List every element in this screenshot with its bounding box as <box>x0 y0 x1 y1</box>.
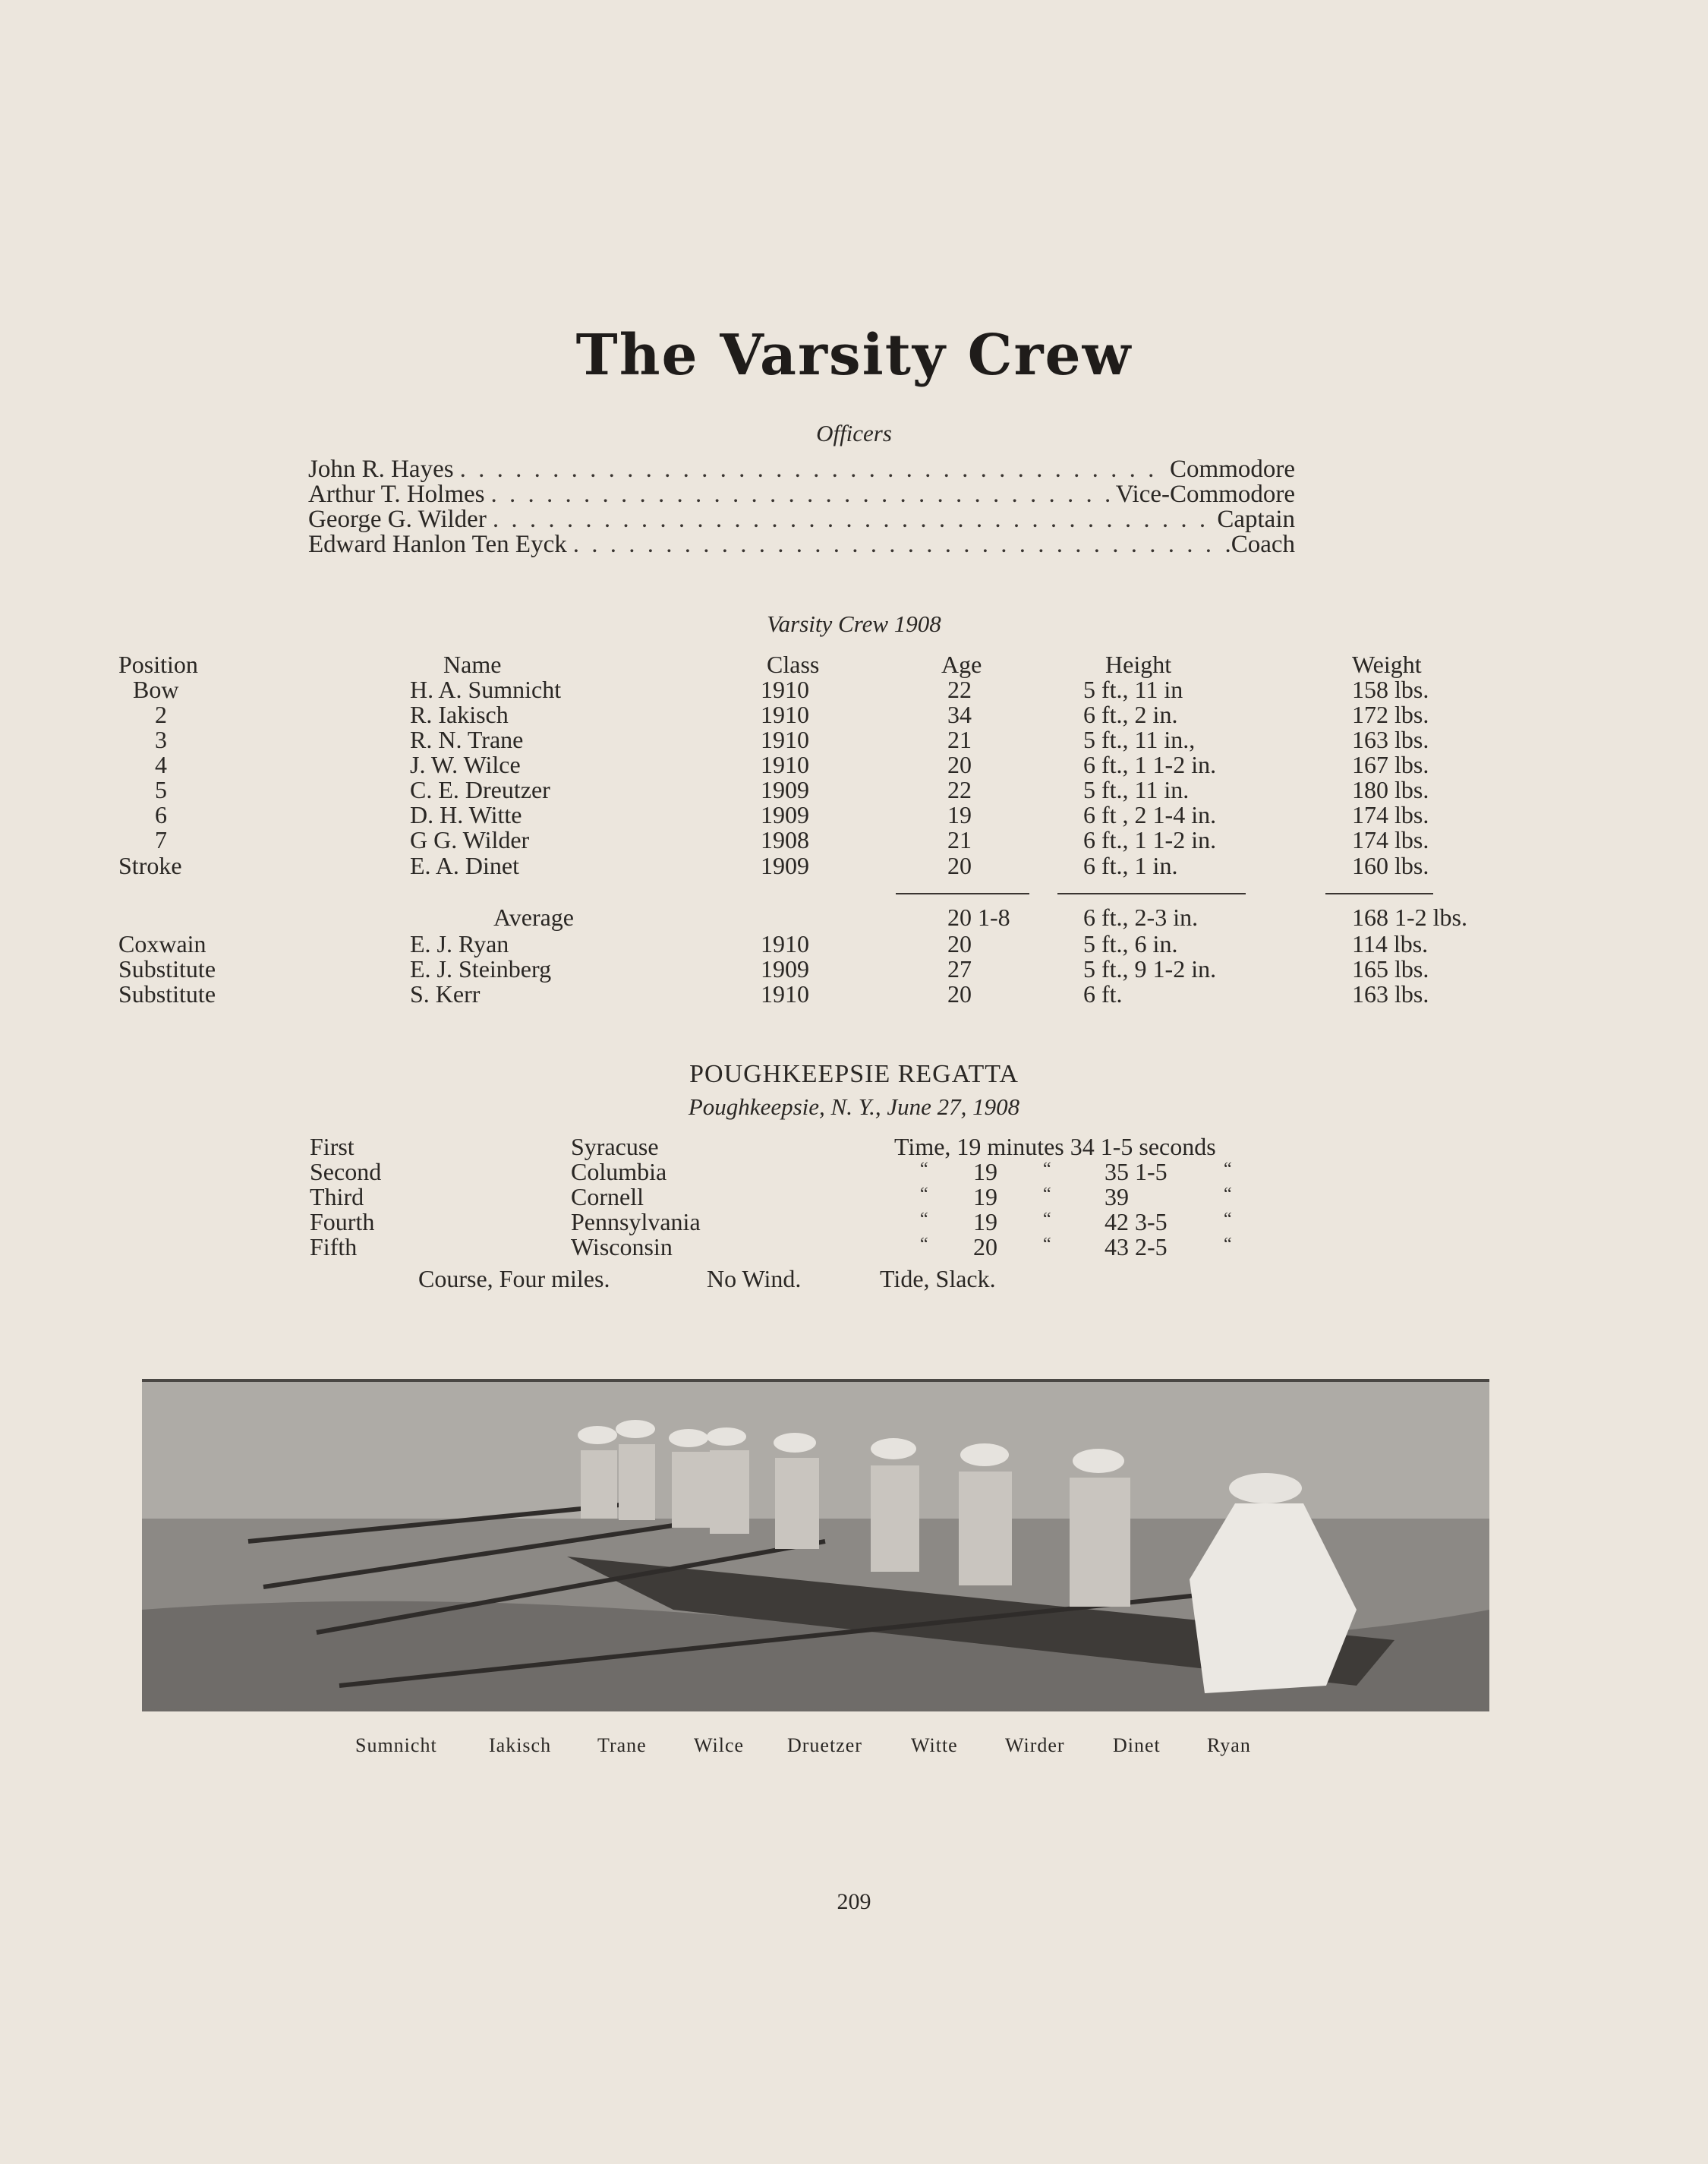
cell-height: 5 ft., 11 in. <box>1083 776 1190 803</box>
cell-weight: 160 lbs. <box>1352 852 1429 879</box>
caption-name: Dinet <box>1113 1734 1161 1756</box>
cell-age: 19 <box>947 801 972 828</box>
cell-position: Stroke <box>118 852 182 879</box>
regatta-seconds: 39 <box>1105 1183 1129 1210</box>
cell-class: 1910 <box>761 676 809 703</box>
caption-name: Iakisch <box>489 1734 552 1756</box>
cell-age: 22 <box>947 776 972 803</box>
average-weight: 168 1-2 lbs. <box>1352 904 1467 931</box>
regatta-team: Cornell <box>571 1183 644 1210</box>
cell-height: 6 ft., 1 1-2 in. <box>1083 751 1217 778</box>
cell-weight: 163 lbs. <box>1352 980 1429 1008</box>
page-title: The Varsity Crew <box>575 323 1133 388</box>
cell-position: 2 <box>155 701 167 728</box>
leader-dots <box>493 506 1212 534</box>
caption-name: Druetzer <box>787 1734 862 1756</box>
officer-name: George G. Wilder <box>308 506 487 533</box>
cell-height: 5 ft., 11 in., <box>1083 726 1196 753</box>
cell-age: 20 <box>947 980 972 1008</box>
regatta-time: Time, 19 minutes 34 1-5 seconds <box>894 1133 1216 1160</box>
cell-height: 5 ft., 11 in <box>1083 676 1183 703</box>
col-header-height: Height <box>1105 651 1172 678</box>
cell-name: R. N. Trane <box>410 726 524 753</box>
cell-position: Bow <box>133 676 179 703</box>
table-row <box>0 852 1708 877</box>
average-height: 6 ft., 2-3 in. <box>1083 904 1199 931</box>
cell-class: 1908 <box>761 826 809 853</box>
ditto-mark: “ <box>920 1210 928 1229</box>
regatta-seconds: 42 3-5 <box>1105 1208 1168 1235</box>
cell-name: C. E. Dreutzer <box>410 776 550 803</box>
cell-name: H. A. Sumnicht <box>410 676 562 703</box>
table-row <box>0 776 1708 801</box>
cell-age: 21 <box>947 826 972 853</box>
ditto-mark: “ <box>1224 1159 1232 1179</box>
height-sum-rule <box>1057 893 1246 894</box>
cell-weight: 163 lbs. <box>1352 726 1429 753</box>
cell-age: 22 <box>947 676 972 703</box>
regatta-conditions <box>0 1265 1708 1290</box>
page-number: 209 <box>837 1889 871 1914</box>
photo-caption <box>0 1734 1708 1757</box>
col-header-weight: Weight <box>1352 651 1422 678</box>
caption-name: Wilce <box>694 1734 745 1756</box>
ditto-mark: “ <box>1043 1210 1051 1229</box>
col-header-class: Class <box>767 651 820 678</box>
age-sum-rule <box>896 893 1029 894</box>
cell-name: S. Kerr <box>410 980 481 1008</box>
cell-class: 1909 <box>761 801 809 828</box>
officer-role: Commodore <box>1170 456 1295 483</box>
cell-name: E. J. Ryan <box>410 930 509 957</box>
leader-dots <box>491 481 1110 509</box>
cell-weight: 167 lbs. <box>1352 751 1429 778</box>
regatta-place: Fourth <box>310 1208 375 1235</box>
regatta-heading: POUGHKEEPSIE REGATTA <box>689 1060 1019 1088</box>
caption-name: Wirder <box>1005 1734 1065 1756</box>
cell-weight: 165 lbs. <box>1352 955 1429 983</box>
ditto-mark: “ <box>920 1235 928 1254</box>
col-header-name: Name <box>443 651 502 678</box>
cell-position: 3 <box>155 726 167 753</box>
cell-class: 1910 <box>761 701 809 728</box>
leader-dots <box>460 456 1164 484</box>
cell-name: E. J. Steinberg <box>410 955 552 983</box>
table-row <box>0 930 1708 955</box>
caption-name: Trane <box>597 1734 647 1756</box>
cell-age: 34 <box>947 701 972 728</box>
officer-role: .Coach <box>1224 531 1295 558</box>
cell-height: 6 ft , 2 1-4 in. <box>1083 801 1217 828</box>
table-row <box>0 955 1708 983</box>
cell-class: 1910 <box>761 751 809 778</box>
regatta-row <box>0 1233 1708 1258</box>
cell-weight: 172 lbs. <box>1352 701 1429 728</box>
cell-weight: 174 lbs. <box>1352 801 1429 828</box>
cell-height: 5 ft., 6 in. <box>1083 930 1178 957</box>
cell-weight: 114 lbs. <box>1352 930 1429 957</box>
condition-tide: Tide, Slack. <box>880 1265 996 1292</box>
cell-position: 6 <box>155 801 167 828</box>
table-row <box>0 801 1708 826</box>
cell-height: 5 ft., 9 1-2 in. <box>1083 955 1217 983</box>
table-row <box>0 751 1708 776</box>
table-row <box>0 701 1708 726</box>
condition-wind: No Wind. <box>707 1265 802 1292</box>
regatta-team: Pennsylvania <box>571 1208 701 1235</box>
average-age: 20 1-8 <box>947 904 1010 931</box>
col-header-age: Age <box>941 651 982 678</box>
cell-class: 1909 <box>761 955 809 983</box>
crew-photo <box>142 1379 1489 1711</box>
ditto-mark: “ <box>1043 1159 1051 1179</box>
regatta-minutes: 19 <box>973 1183 997 1210</box>
cell-class: 1909 <box>761 776 809 803</box>
cell-age: 20 <box>947 751 972 778</box>
caption-name: Ryan <box>1207 1734 1251 1756</box>
regatta-place: First <box>310 1133 355 1160</box>
officer-row <box>308 506 1295 532</box>
average-label: Average <box>493 904 574 931</box>
cell-weight: 180 lbs. <box>1352 776 1429 803</box>
officer-role: Vice-Commodore <box>1115 481 1295 508</box>
regatta-team: Columbia <box>571 1158 667 1185</box>
cell-position: 7 <box>155 826 167 853</box>
cell-name: G G. Wilder <box>410 826 530 853</box>
ditto-mark: “ <box>1224 1185 1232 1204</box>
officer-row <box>308 531 1295 557</box>
cell-name: R. Iakisch <box>410 701 509 728</box>
officer-name: Arthur T. Holmes <box>308 481 485 508</box>
crew-heading: Varsity Crew 1908 <box>767 610 941 637</box>
cell-weight: 174 lbs. <box>1352 826 1429 853</box>
regatta-team: Syracuse <box>571 1133 659 1160</box>
regatta-subheading: Poughkeepsie, N. Y., June 27, 1908 <box>688 1093 1020 1120</box>
officer-row <box>308 456 1295 481</box>
regatta-minutes: 20 <box>973 1233 997 1260</box>
regatta-row <box>0 1158 1708 1183</box>
table-row <box>0 980 1708 1008</box>
caption-name: Sumnicht <box>355 1734 437 1756</box>
cell-position: Substitute <box>118 955 216 983</box>
crew-table-header <box>0 651 1708 676</box>
cell-age: 20 <box>947 930 972 957</box>
weight-sum-rule <box>1325 893 1433 894</box>
ditto-mark: “ <box>1224 1235 1232 1254</box>
regatta-seconds: 35 1-5 <box>1105 1158 1168 1185</box>
officer-name: Edward Hanlon Ten Eyck <box>308 531 567 558</box>
cell-position: 5 <box>155 776 167 803</box>
average-row <box>0 904 1708 929</box>
cell-class: 1910 <box>761 980 809 1008</box>
cell-name: D. H. Witte <box>410 801 522 828</box>
regatta-row <box>0 1183 1708 1208</box>
cell-position: Coxwain <box>118 930 206 957</box>
officer-role: Captain <box>1217 506 1295 533</box>
officer-row <box>308 481 1295 506</box>
caption-name: Witte <box>911 1734 958 1756</box>
regatta-minutes: 19 <box>973 1158 997 1185</box>
col-header-position: Position <box>118 651 198 678</box>
cell-class: 1910 <box>761 930 809 957</box>
regatta-minutes: 19 <box>973 1208 997 1235</box>
leader-dots <box>573 531 1219 559</box>
ditto-mark: “ <box>1043 1235 1051 1254</box>
cell-class: 1909 <box>761 852 809 879</box>
ditto-mark: “ <box>1043 1185 1051 1204</box>
rowing-crew-image <box>142 1382 1489 1708</box>
cell-height: 6 ft., 1 in. <box>1083 852 1178 879</box>
regatta-row <box>0 1208 1708 1233</box>
cell-age: 21 <box>947 726 972 753</box>
table-row <box>0 676 1708 701</box>
officer-name: John R. Hayes <box>308 456 454 483</box>
ditto-mark: “ <box>920 1159 928 1179</box>
cell-age: 20 <box>947 852 972 879</box>
regatta-seconds: 43 2-5 <box>1105 1233 1168 1260</box>
table-row <box>0 826 1708 851</box>
cell-age: 27 <box>947 955 972 983</box>
cell-height: 6 ft. <box>1083 980 1123 1008</box>
cell-height: 6 ft., 2 in. <box>1083 701 1178 728</box>
table-row <box>0 726 1708 751</box>
regatta-place: Fifth <box>310 1233 358 1260</box>
cell-height: 6 ft., 1 1-2 in. <box>1083 826 1217 853</box>
cell-weight: 158 lbs. <box>1352 676 1429 703</box>
cell-class: 1910 <box>761 726 809 753</box>
regatta-place: Second <box>310 1158 382 1185</box>
cell-position: 4 <box>155 751 167 778</box>
ditto-mark: “ <box>1224 1210 1232 1229</box>
regatta-place: Third <box>310 1183 364 1210</box>
regatta-row <box>0 1133 1708 1158</box>
ditto-mark: “ <box>920 1185 928 1204</box>
cell-name: E. A. Dinet <box>410 852 519 879</box>
cell-name: J. W. Wilce <box>410 751 521 778</box>
condition-course: Course, Four miles. <box>418 1265 610 1292</box>
cell-position: Substitute <box>118 980 216 1008</box>
officers-heading: Officers <box>816 420 892 446</box>
regatta-team: Wisconsin <box>571 1233 673 1260</box>
